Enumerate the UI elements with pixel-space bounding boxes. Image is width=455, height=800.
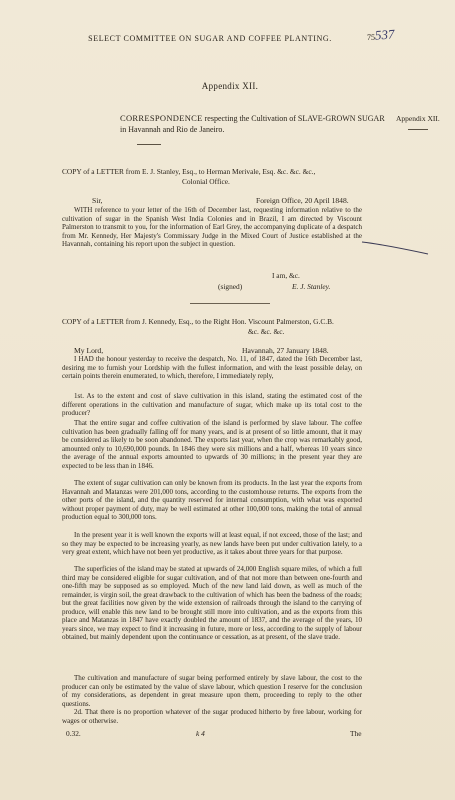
appendix-title: Appendix XII. [201, 81, 259, 91]
letter2-heading-line1: COPY of a LETTER from J. Kennedy, Esq., to the Right Hon. Viscount Palmerston, G.C.B. [62, 317, 334, 326]
letter1-heading [62, 167, 362, 187]
letter2-paragraph-4: The extent of sugar cultivation can only be known from its products. In the last year the exports from Havannah and Matanzas were 201,000 tons, according to the customhouse returns. The exports from the other ports of the island, and the quantity reserved for internal consumption, with what was exported without proper payment of duty, may be well estimated at other 100,000 tons, making the total of annual production equal to 300,000 tons. [62, 479, 362, 522]
letter1-signature: E. J. Stanley. [292, 282, 331, 291]
margin-note: Appendix XII. [396, 114, 440, 123]
section-divider [190, 303, 270, 304]
letter1-signed-label: (signed) [218, 282, 243, 291]
letter2-paragraph-1: I HAD the honour yesterday to receive the despatch, No. 11, of 1847, dated the 16th December last, desiring me to furnish your Lordship with the fullest information, and with the least possible delay, on certain points therein enumerated, to which, therefore, I immediately reply, [62, 355, 362, 381]
letter2-paragraph-6: The superficies of the island may be stated at upwards of 24,000 English square miles, of which a full third may be considered eligible for sugar cultivation, and of that not more than between one-fourth and one-fifth may be supposed as so employed. Much of the new land laid down, as well as much of the remainder, is virgin soil, the great drawback to the cultivation of which has been the badness of the roads; but the great facilities now given by the wide extension of railroads through the island to the carrying of produce, will enable this new land to be brought still more into cultivation, and as the exports from this place and Matanzas in 1847 have exactly doubled the amount of 1837, and the average of the years, 10 years since, we may expect to find it increasing in future, more or less, according to the supply of labour obtained, but mainly dependent upon the continuance or cessation, as at present, of the slave trade. [62, 565, 362, 642]
correspondence-heading-lead: CORRESPONDENCE [120, 113, 203, 123]
letter1-heading-line2: Colonial Office. [182, 177, 230, 186]
letter2-heading [62, 317, 382, 337]
letter2-paragraph-3: That the entire sugar and coffee cultivation of the island is performed by slave labour. The coffee cultivation has been gradually falling off for many years, and is at present of so little amount, that it may be considered as likely to be soon abandoned. The exports last year, when the crop was remarkably good, amounted only to 10,690,000 pounds. In 1846 they were six millions and a half, whereas 10 years since the average of the annual exports amounted to upwards of 30 millions; in the present year they are expected to be less than in 1846. [62, 419, 362, 470]
letter2-dateline: Havannah, 27 January 1848. [242, 346, 329, 355]
letter1-body: WITH reference to your letter of the 16th of December last, requesting information relative to the cultivation of sugar in the Spanish West India Colonies and in Brazil, I am directed by Viscount Palmerston to transmit to you, for the information of Earl Grey, the accompanying duplicate of a despatch from Mr. Kennedy, Her Majesty's Commissary Judge in the Mixed Court of Justice established at the Havannah, containing his report upon the subject in question. [62, 206, 362, 249]
correspondence-heading [120, 113, 392, 135]
letter1-dateline: Foreign Office, 20 April 1848. [256, 196, 349, 205]
correspondence-heading-text: respecting the Cultivation of SLAVE-GROWN SUGAR in Havannah and Rio de Janeiro. [120, 114, 385, 134]
footer-sheet-reference: 0.32. [66, 729, 81, 738]
letter2-paragraph-5: In the present year it is well known the exports will at least equal, if not exceed, those of the last; and so they may be expected to be increasing yearly, as new lands have been put under cultivation lately, to a very great extent, which have not been yet productive, as it takes about three years for that purpose. [62, 531, 362, 557]
footer-signature-mark: k 4 [196, 729, 205, 738]
ink-pen-stroke [360, 236, 430, 256]
footer-catchword: The [350, 729, 362, 738]
letter1-closing: I am, &c. [272, 271, 300, 280]
letter2-paragraph-2: 1st. As to the extent and cost of slave cultivation in this island, stating the estimated cost of the different operations in the cultivation and manufacture of sugar, which make up its total cost to the producer? [62, 392, 362, 418]
running-title: SELECT COMMITTEE ON SUGAR AND COFFEE PLANTING. [88, 34, 332, 43]
letter2-paragraph-8: 2d. That there is no proportion whatever of the sugar produced hitherto by free labour, working for wages or otherwise. [62, 708, 362, 725]
handwritten-folio-number: 537 [374, 26, 395, 43]
margin-note-rule [408, 129, 428, 130]
page-number: 75 [367, 33, 375, 42]
letter2-salutation: My Lord, [74, 346, 104, 355]
letter1-heading-line1: COPY of a LETTER from E. J. Stanley, Esq., to Herman Merivale, Esq. &c. &c. &c., [62, 167, 316, 176]
letter2-heading-line2: &c. &c. &c. [248, 327, 285, 336]
heading-rule [137, 144, 161, 145]
letter1-salutation: Sir, [92, 196, 103, 205]
letter2-paragraph-7: The cultivation and manufacture of sugar being performed entirely by slave labour, the cost to the producer can only be estimated by the value of slave labour, which question I reserve for the conclusion of my considerations, as dependent in great measure upon them, proceeding to reply to the other questions. [62, 674, 362, 708]
